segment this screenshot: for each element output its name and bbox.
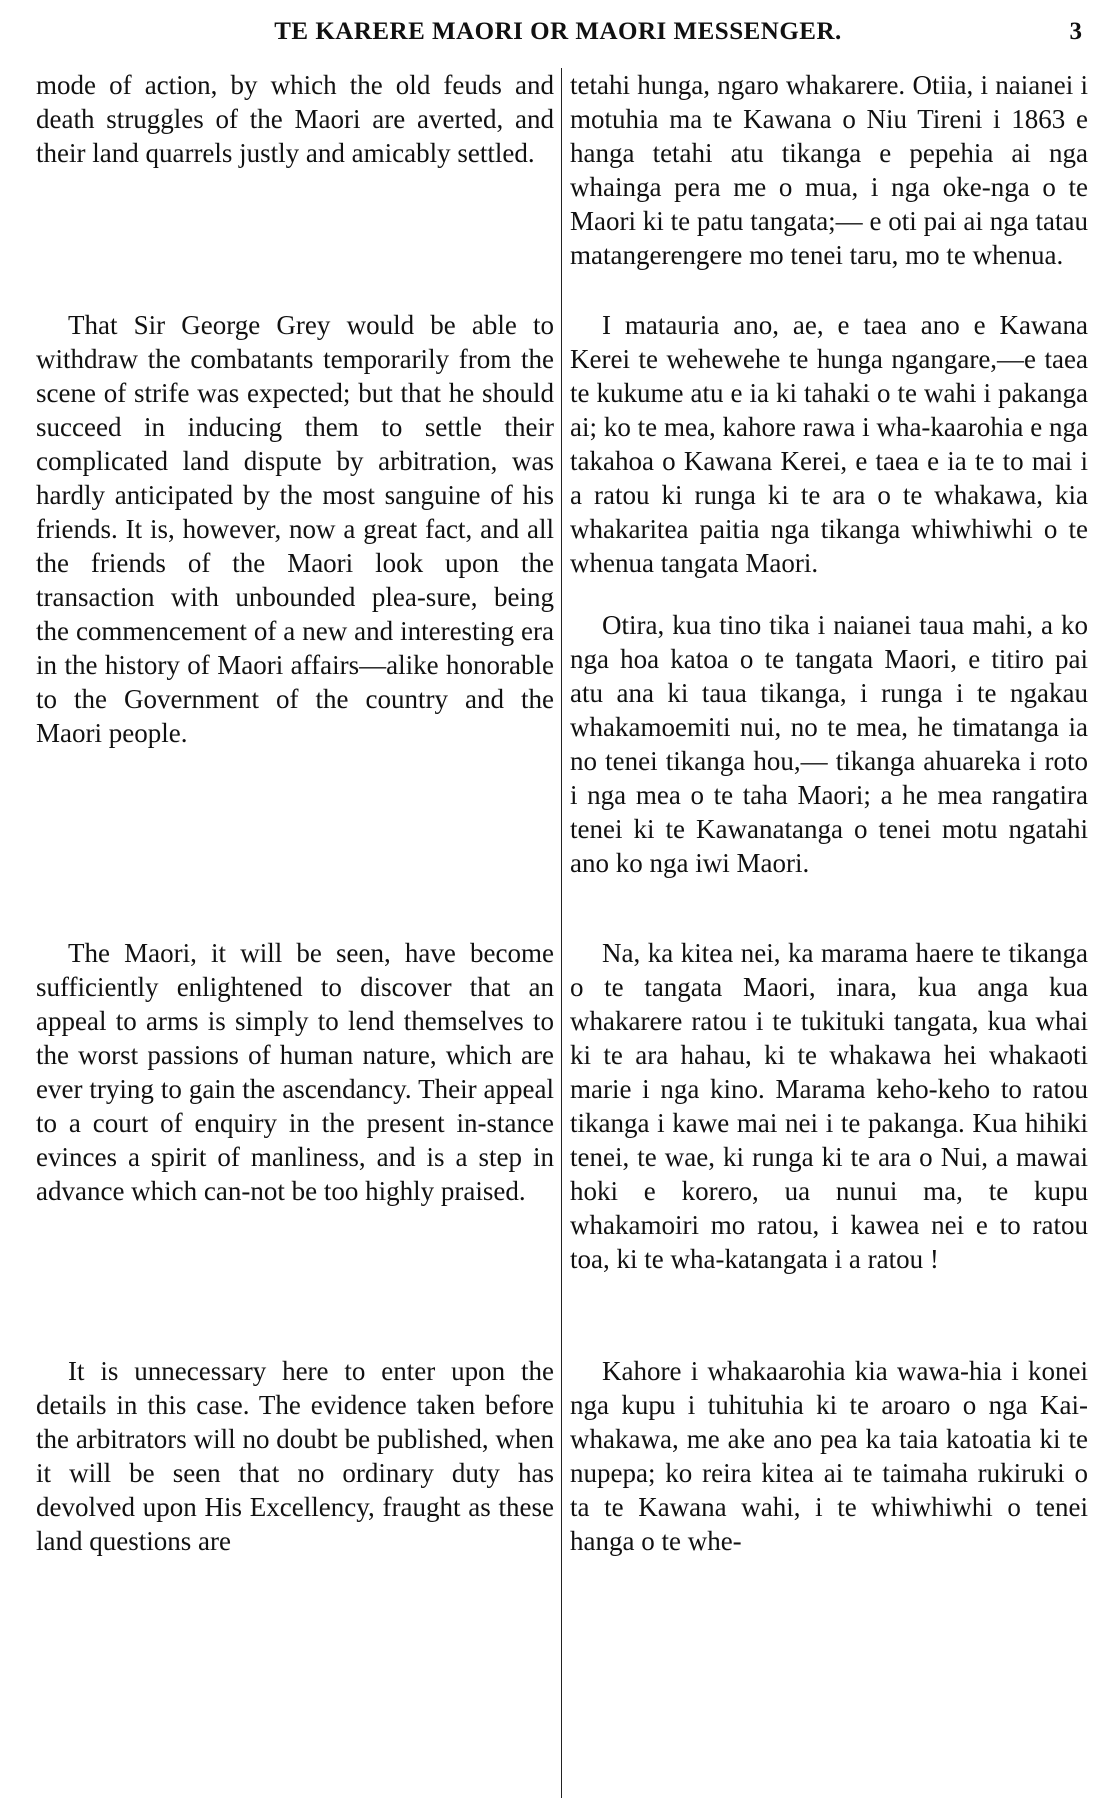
page-number: 3 [1069,18,1082,45]
english-column [36,68,554,1798]
page-header [28,10,1088,54]
maori-paragraph: Kahore i whakaarohia kia wawa-hia i konei nga kupu i tuhituhia ki te aroaro o nga Kai-whakawa, me ake ano pea ka taia katoatia ki te nupepa; ko reira kitea ai te taimaha rukiruki o ta te Kawana wahi, i te whiwhiwhi o tenei hanga o te whe- [570,1356,1088,1556]
newspaper-page [28,10,1088,1800]
maori-paragraph: Na, ka kitea nei, ka marama haere te tikanga o te tangata Maori, inara, kua anga kua whakarere ratou i te tukituki tangata, kua whai ki te ara hahau, ki te whakawa hei whakaoti marie i nga kino. Marama keho-keho to ratou tikanga i kawe mai nei i te pakanga. Kua hihiki tenei, te wae, ki runga ki te ara o Nui, a mawai hoki e korero, ua nunui ma, te kupu whakamoiri mo ratou, i kawea nei e to ratou toa, ki te wha-katangata i a ratou ! [570,938,1088,1274]
maori-paragraph: Otira, kua tino tika i naianei taua mahi, a ko nga hoa katoa o te tangata Maori, e titiro pai atu ana ki taua tikanga, i runga i te ngakau whakamoemiti nui, no te mea, he timatanga ia no tenei tikanga hou,— tikanga ahuareka i roto i nga mea o te taha Maori; a he mea rangatira tenei ki te Kawanatanga o tenei motu ngatahi ano ko nga iwi Maori. [570,610,1088,878]
maori-paragraph: tetahi hunga, ngaro whakarere. Otiia, i naianei i motuhia ma te Kawana o Niu Tireni i 1863 e hanga tetahi atu tikanga e pepehia ai nga whainga pera me o mua, i nga oke-nga o te Maori ki te patu tangata;— e oti pai ai nga tatau matangerengere mo tenei taru, mo te whenua. [570,70,1088,270]
text-columns [28,68,1088,1798]
maori-column [570,68,1088,1798]
running-title: TE KARERE MAORI OR MAORI MESSENGER. [274,18,842,45]
english-paragraph: That Sir George Grey would be able to withdraw the combatants temporarily from the scene of strife was expected; but that he should succeed in inducing them to settle their complicated land dispute by arbitration, was hardly anticipated by the most sanguine of his friends. It is, however, now a great fact, and all the friends of the Maori look upon the transaction with unbounded plea-sure, being the commencement of a new and interesting era in the history of Maori affairs—alike honorable to the Government of the country and the Maori people. [36,310,554,748]
maori-paragraph: I matauria ano, ae, e taea ano e Kawana Kerei te wehewehe te hunga ngangare,—e taea te kukume atu e ia ki tahaki o te wahi i pakanga ai; ko te mea, kahore rawa i wha-kaarohia e nga takahoa o Kawana Kerei, e taea e ia te to mai i a ratou ki runga ki te ara o te whakawa, kia whakaritea paitia nga tikanga whiwhiwhi o te whenua tangata Maori. [570,310,1088,578]
english-paragraph: The Maori, it will be seen, have become sufficiently enlightened to discover that an appeal to arms is simply to lend themselves to the worst passions of human nature, which are ever trying to gain the ascendancy. Their appeal to a court of enquiry in the present in-stance evinces a spirit of manliness, and is a step in advance which can-not be too highly praised. [36,938,554,1206]
column-divider [561,68,562,1798]
english-paragraph: It is unnecessary here to enter upon the details in this case. The evidence taken before the arbitrators will no doubt be published, when it will be seen that no ordinary duty has devolved upon His Excellency, fraught as these land questions are [36,1356,554,1556]
english-paragraph: mode of action, by which the old feuds and death struggles of the Maori are averted, and their land quarrels justly and amicably settled. [36,70,554,168]
